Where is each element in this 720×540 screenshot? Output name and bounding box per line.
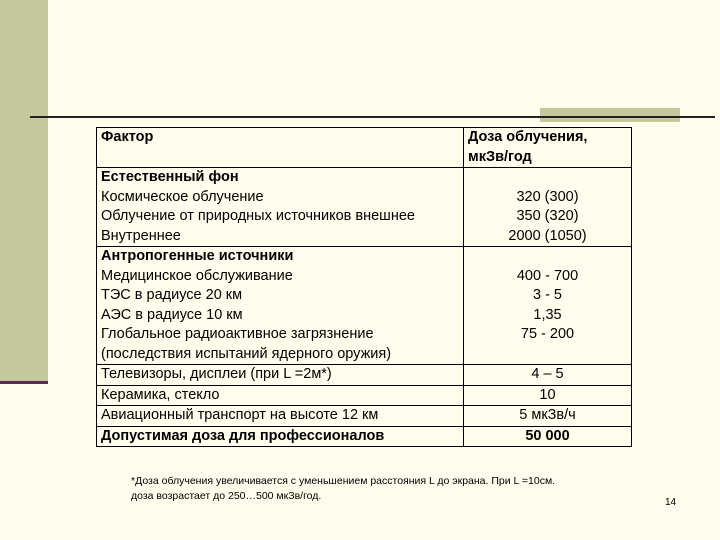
factor-cosmic: Космическое облучение <box>101 188 264 205</box>
page-number: 14 <box>665 497 677 508</box>
top-divider-line <box>30 116 715 118</box>
dose-global-pollution: 75 - 200 <box>520 326 575 342</box>
total-row <box>97 426 632 447</box>
factor-aes: АЭС в радиусе 10 км <box>101 306 243 323</box>
header-dose-line2: мкЗв/год <box>468 148 532 165</box>
table-row <box>97 406 632 427</box>
header-dose-line1: Доза облучения, <box>468 129 588 145</box>
natural-doses-cell <box>464 168 632 247</box>
table-row <box>97 365 632 386</box>
natural-group-title: Естественный фон <box>101 169 239 185</box>
anthropogenic-group-title: Антропогенные источники <box>101 248 294 264</box>
dose-aes: 1,35 <box>533 306 562 323</box>
factor-internal: Внутреннее <box>101 227 181 244</box>
factor-cell: Керамика, стекло <box>97 385 464 406</box>
dose-internal: 2000 (1050) <box>508 227 587 244</box>
factor-external-natural: Облучение от природных источников внешнее <box>101 208 415 224</box>
table-row <box>97 385 632 406</box>
dose-external-natural: 350 (320) <box>516 208 579 224</box>
natural-factors-cell <box>97 168 464 247</box>
dose-medical: 400 - 700 <box>516 267 579 284</box>
natural-group-row <box>97 168 632 247</box>
dose-cell: 10 <box>464 385 632 406</box>
factor-cell: Авиационный транспорт на высоте 12 км <box>97 406 464 427</box>
anthropogenic-doses-cell <box>464 247 632 365</box>
table-header-row <box>97 128 632 168</box>
factor-medical: Медицинское обслуживание <box>101 267 293 284</box>
factor-tes: ТЭС в радиусе 20 км <box>101 287 243 303</box>
left-bar-accent-line <box>0 381 48 384</box>
factor-cell: Телевизоры, дисплеи (при L =2м*) <box>97 365 464 386</box>
total-factor: Допустимая доза для профессионалов <box>97 426 464 447</box>
left-decorative-bar <box>0 0 48 384</box>
header-factor-label: Фактор <box>101 129 154 145</box>
footnote-line1: *Доза облучения увеличивается с уменьшением расстояния L до экрана. При L =10см. <box>131 475 556 487</box>
dose-tes: 3 - 5 <box>532 287 562 303</box>
anthropogenic-group-row <box>97 247 632 365</box>
total-dose: 50 000 <box>464 426 632 447</box>
factor-global-pollution: Глобальное радиоактивное загрязнение <box>101 326 374 342</box>
dose-cosmic: 320 (300) <box>516 188 579 205</box>
dose-cell: 4 – 5 <box>464 365 632 386</box>
radiation-dose-table <box>96 127 632 447</box>
header-dose <box>464 128 632 168</box>
dose-cell: 5 мкЗв/ч <box>464 406 632 427</box>
factor-global-pollution-note: (последствия испытаний ядерного оружия) <box>101 345 392 362</box>
top-decorative-block <box>540 108 680 122</box>
header-factor <box>97 128 464 168</box>
footnote <box>131 474 641 503</box>
anthropogenic-factors-cell <box>97 247 464 365</box>
footnote-line2: доза возрастает до 250…500 мкЗв/год. <box>131 489 322 502</box>
